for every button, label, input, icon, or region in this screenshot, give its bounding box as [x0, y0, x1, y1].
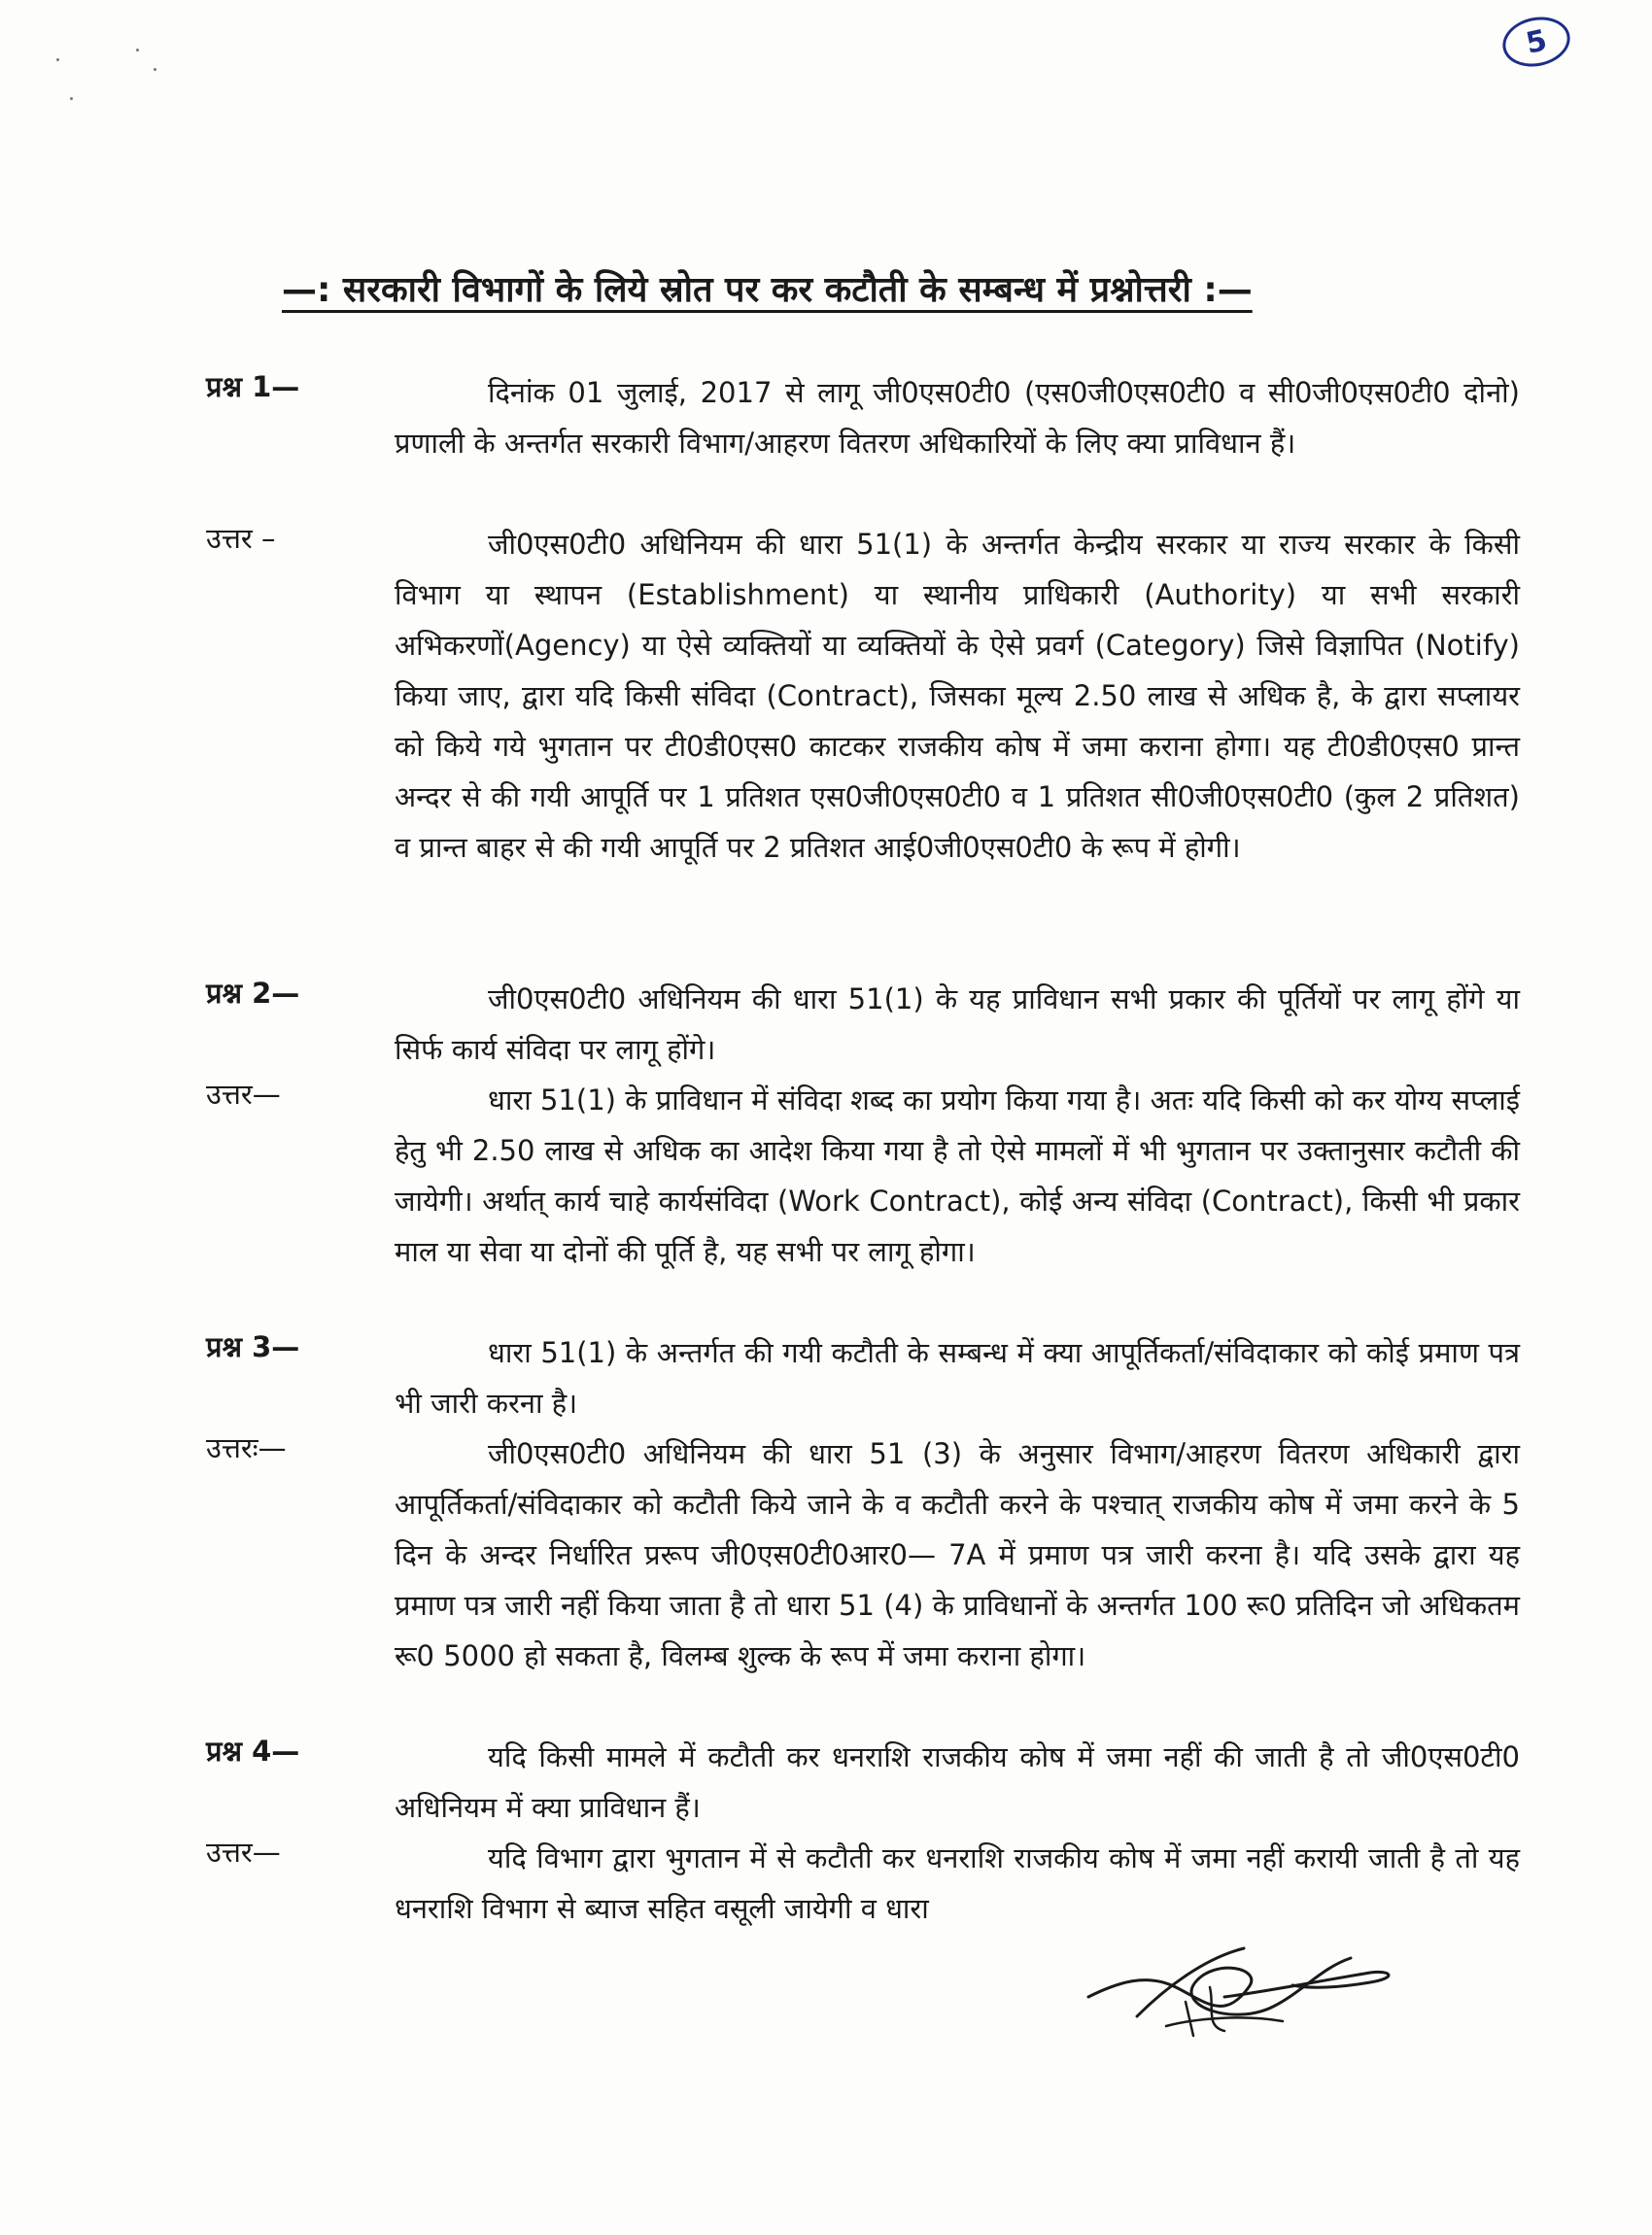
- answer-label: उत्तर—: [206, 1078, 281, 1111]
- answer-text: जी0एस0टी0 अधिनियम की धारा 51 (3) के अनुसार विभाग/आहरण वितरण अधिकारी द्वारा आपूर्तिकर्ता/संविदाकार को कटौती किये जाने के व कटौती करने के पश्चात् राजकीय कोष में जमा करने के 5 दिन के अन्दर निर्धारित प्ररूप जी0एस0टी0आर0— 7A में प्रमाण पत्र जारी करना है। यदि उसके द्वारा यह प्रमाण पत्र जारी नहीं किया जाता है तो धारा 51 (4) के प्राविधानों के अन्तर्गत 100 रू0 प्रतिदिन जो अधिकतम रू0 5000 हो सकता है, विलम्ब शुल्क के रूप में जमा कराना होगा।: [395, 1437, 1520, 1672]
- signature: [1079, 1929, 1409, 2055]
- question-label: प्रश्न 3—: [206, 1330, 300, 1363]
- document-title-text: —: सरकारी विभागों के लिये स्रोत पर कर कटौती के सम्बन्ध में प्रश्नोत्तरी :—: [282, 270, 1253, 310]
- answer-text: यदि विभाग द्वारा भुगतान में से कटौती कर धनराशि राजकीय कोष में जमा नहीं करायी जाती है तो यह धनराशि विभाग से ब्याज सहित वसूली जायेगी व धारा: [395, 1841, 1520, 1925]
- question-label: प्रश्न 4—: [206, 1735, 300, 1768]
- document-title: [282, 264, 1448, 312]
- question-text: यदि किसी मामले में कटौती कर धनराशि राजकीय कोष में जमा नहीं की जाती है तो जी0एस0टी0 अधिनियम में क्या प्राविधान हैं।: [395, 1740, 1520, 1824]
- question-label: प्रश्न 2—: [206, 977, 300, 1010]
- page-number: 5: [1523, 22, 1550, 61]
- question-text: धारा 51(1) के अन्तर्गत की गयी कटौती के सम्बन्ध में क्या आपूर्तिकर्ता/संविदाकार को कोई प्रमाण पत्र भी जारी करना है।: [395, 1336, 1520, 1420]
- question-label: प्रश्न 1—: [206, 370, 300, 403]
- answer-label: उत्तरः—: [206, 1431, 287, 1464]
- answer-label: उत्तर—: [206, 1836, 281, 1869]
- answer-text: जी0एस0टी0 अधिनियम की धारा 51(1) के अन्तर्गत केन्द्रीय सरकार या राज्य सरकार के किसी विभाग या स्थापन (Establishment) या स्थानीय प्राधिकारी (Authority) या सभी सरकारी अभिकरणों(Agency) या ऐसे व्यक्तियों या व्यक्तियों के ऐसे प्रवर्ग (Category) जिसे विज्ञापित (Notify) किया जाए, द्वारा यदि किसी संविदा (Contract), जिसका मूल्य 2.50 लाख से अधिक है, के द्वारा सप्लायर को किये गये भुगतान पर टी0डी0एस0 काटकर राजकीय कोष में जमा कराना होगा। यह टी0डी0एस0 प्रान्त अन्दर से की गयी आपूर्ति पर 1 प्रतिशत एस0जी0एस0टी0 व 1 प्रतिशत सी0जी0एस0टी0 (कुल 2 प्रतिशत) व प्रान्त बाहर से की गयी आपूर्ति पर 2 प्रतिशत आई0जी0एस0टी0 के रूप में होगी।: [395, 528, 1520, 864]
- question-text: जी0एस0टी0 अधिनियम की धारा 51(1) के यह प्राविधान सभी प्रकार की पूर्तियों पर लागू होंगे या सिर्फ कार्य संविदा पर लागू होंगे।: [395, 982, 1520, 1066]
- question-text: दिनांक 01 जुलाई, 2017 से लागू जी0एस0टी0 (एस0जी0एस0टी0 व सी0जी0एस0टी0 दोनो) प्रणाली के अन्तर्गत सरकारी विभाग/आहरण वितरण अधिकारियों के लिए क्या प्राविधान हैं।: [395, 376, 1520, 460]
- answer-label: उत्तर –: [206, 522, 276, 555]
- answer-text: धारा 51(1) के प्राविधान में संविदा शब्द का प्रयोग किया गया है। अतः यदि किसी को कर योग्य सप्लाई हेतु भी 2.50 लाख से अधिक का आदेश किया गया है तो ऐसे मामलों में भी भुगतान पर उक्तानुसार कटौती की जायेगी। अर्थात् कार्य चाहे कार्यसंविदा (Work Contract), कोई अन्य संविदा (Contract), किसी भी प्रकार माल या सेवा या दोनों की पूर्ति है, यह सभी पर लागू होगा।: [395, 1083, 1520, 1268]
- page-number-mark: [1498, 11, 1575, 72]
